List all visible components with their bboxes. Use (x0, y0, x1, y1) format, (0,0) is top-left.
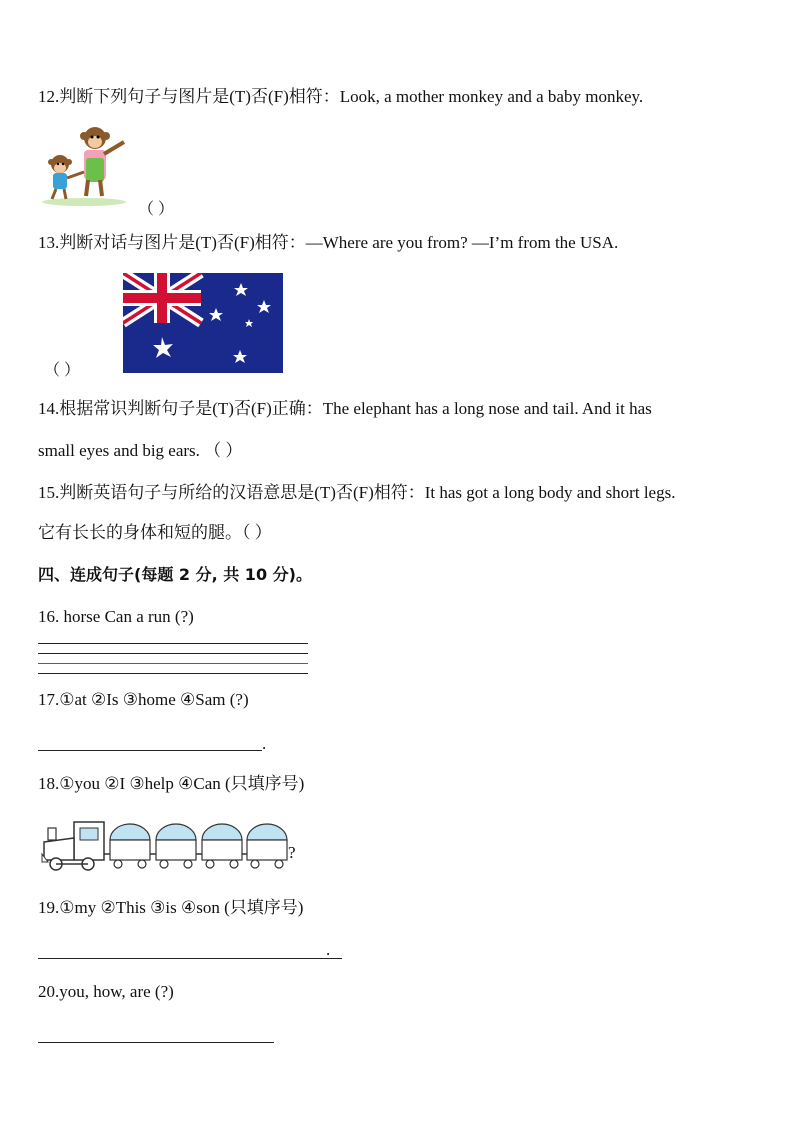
question-19-answer-line[interactable] (38, 958, 342, 959)
question-17-text: 17.①at ②Is ③home ④Sam (?) (38, 690, 249, 709)
question-13-text: 13.判断对话与图片是(T)否(F)相符：—Where are you from? —I’m from the USA. (38, 233, 619, 252)
question-17-answer-line[interactable] (38, 750, 262, 751)
writing-line (38, 643, 308, 644)
question-20-text: 20.you, how, are (?) (38, 982, 174, 1001)
monkeys-illustration (38, 122, 130, 208)
question-17-end-mark: . (262, 734, 267, 753)
writing-line-red (38, 663, 308, 664)
question-18-text: 18.①you ②I ③help ④Can (只填序号) (38, 774, 305, 793)
question-12-answer-blank[interactable]: （ ） (138, 201, 175, 218)
question-14-line2: small eyes and big ears. （ ） (38, 441, 243, 460)
question-20-answer-line[interactable] (38, 1042, 274, 1043)
question-19-text: 19.①my ②This ③is ④son (只填序号) (38, 898, 304, 917)
question-15-line1: 15.判断英语句子与所给的汉语意思是(T)否(F)相符：It has got a long body and short legs. (38, 483, 676, 502)
question-18-end-mark: ? (288, 843, 296, 862)
question-19-end-mark: . (326, 940, 331, 959)
question-14-line1: 14.根据常识判断句子是(T)否(F)正确：The elephant has a long nose and tail. And it has (38, 399, 652, 418)
section-4-heading: 四、连成句子(每题 2 分, 共 10 分)。 (38, 565, 312, 584)
australian-flag-image (123, 273, 283, 373)
question-13-answer-blank[interactable]: （ ） (44, 362, 81, 379)
question-16-text: 16. horse Can a run (?) (38, 607, 194, 626)
train-illustration[interactable] (40, 818, 290, 872)
writing-line (38, 673, 308, 674)
question-15-line2: 它有长长的身体和短的腿。（ ） (38, 523, 272, 542)
writing-line (38, 653, 308, 654)
question-12-text: 12.判断下列句子与图片是(T)否(F)相符：Look, a mother monkey and a baby monkey. (38, 87, 644, 106)
